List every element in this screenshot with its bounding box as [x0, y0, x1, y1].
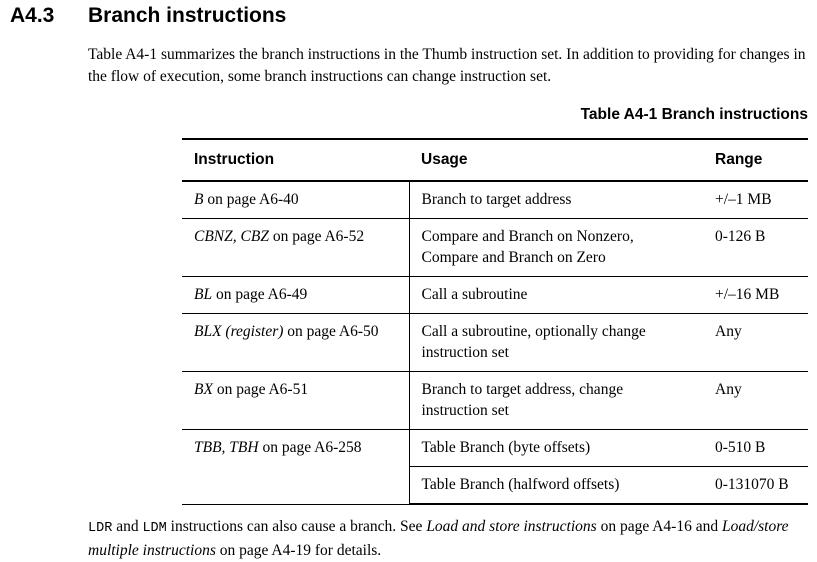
link-load-store-multiple[interactable]: Load/store multiple instructions — [88, 518, 789, 559]
instruction-link[interactable]: CBNZ, CBZ — [194, 228, 269, 245]
instruction-cell — [182, 219, 409, 277]
intro-paragraph: Table A4-1 summarizes the branch instructions in the Thumb instruction set. In addition to providing for changes in the flow of execution, some branch instructions can change instruction set. — [88, 46, 806, 85]
code-ldr: LDR — [88, 521, 113, 536]
instruction-cell — [182, 181, 409, 219]
range-cell: 0-126 B — [703, 219, 808, 277]
usage-cell: Call a subroutine, optionally change instruction set — [409, 314, 703, 372]
code-ldm: LDM — [142, 521, 167, 536]
page-ref: on page A6-49 — [212, 286, 308, 303]
usage-cell: Table Branch (halfword offsets) — [409, 467, 703, 505]
header-instruction: Instruction — [182, 139, 409, 181]
note-text: on page A4-19 for details. — [215, 542, 382, 559]
range-cell: 0-131070 B — [703, 467, 808, 505]
instruction-link[interactable]: BL — [194, 286, 213, 303]
range-cell: Any — [703, 372, 808, 430]
instruction-cell — [182, 372, 409, 430]
header-usage: Usage — [409, 139, 703, 181]
page-ref: on page A6-40 — [203, 191, 299, 208]
page-ref: on page A6-50 — [283, 323, 379, 340]
instruction-cell — [182, 314, 409, 372]
range-cell: +/–1 MB — [703, 181, 808, 219]
instruction-cell — [182, 277, 409, 314]
section-title: Branch instructions — [88, 4, 287, 27]
usage-cell: Table Branch (byte offsets) — [409, 430, 703, 467]
instruction-link[interactable]: B — [194, 191, 204, 208]
page-ref: on page A6-52 — [268, 228, 365, 245]
table-caption: Table A4-1 Branch instructions — [580, 106, 808, 123]
table-header-row — [182, 139, 808, 181]
table-row — [182, 372, 808, 430]
branch-instructions-table — [182, 138, 808, 505]
usage-cell: Branch to target address, change instruction set — [409, 372, 703, 430]
table-row — [182, 430, 808, 467]
table-row — [182, 181, 808, 219]
range-cell: Any — [703, 314, 808, 372]
instruction-link[interactable]: TBB, TBH — [194, 439, 259, 456]
range-cell: +/–16 MB — [703, 277, 808, 314]
instruction-cell — [182, 430, 409, 505]
header-range: Range — [703, 139, 808, 181]
table-row — [182, 219, 808, 277]
note-text: and — [112, 518, 143, 535]
section-heading — [10, 4, 286, 28]
page-ref: on page A6-51 — [212, 381, 309, 398]
usage-cell: Branch to target address — [409, 181, 703, 219]
usage-cell: Call a subroutine — [409, 277, 703, 314]
note-text: on page A4-16 and — [596, 518, 722, 535]
range-cell: 0-510 B — [703, 430, 808, 467]
instruction-link[interactable]: BLX (register) — [194, 323, 284, 340]
section-number: A4.3 — [10, 4, 55, 27]
note-text: instructions can also cause a branch. See — [166, 518, 427, 535]
instruction-link[interactable]: BX — [194, 381, 213, 398]
usage-cell: Compare and Branch on Nonzero, Compare and Branch on Zero — [409, 219, 703, 277]
table-row — [182, 277, 808, 314]
page-ref: on page A6-258 — [258, 439, 362, 456]
footnote-paragraph — [88, 516, 810, 562]
link-load-store[interactable]: Load and store instructions — [426, 518, 597, 535]
table-row — [182, 314, 808, 372]
